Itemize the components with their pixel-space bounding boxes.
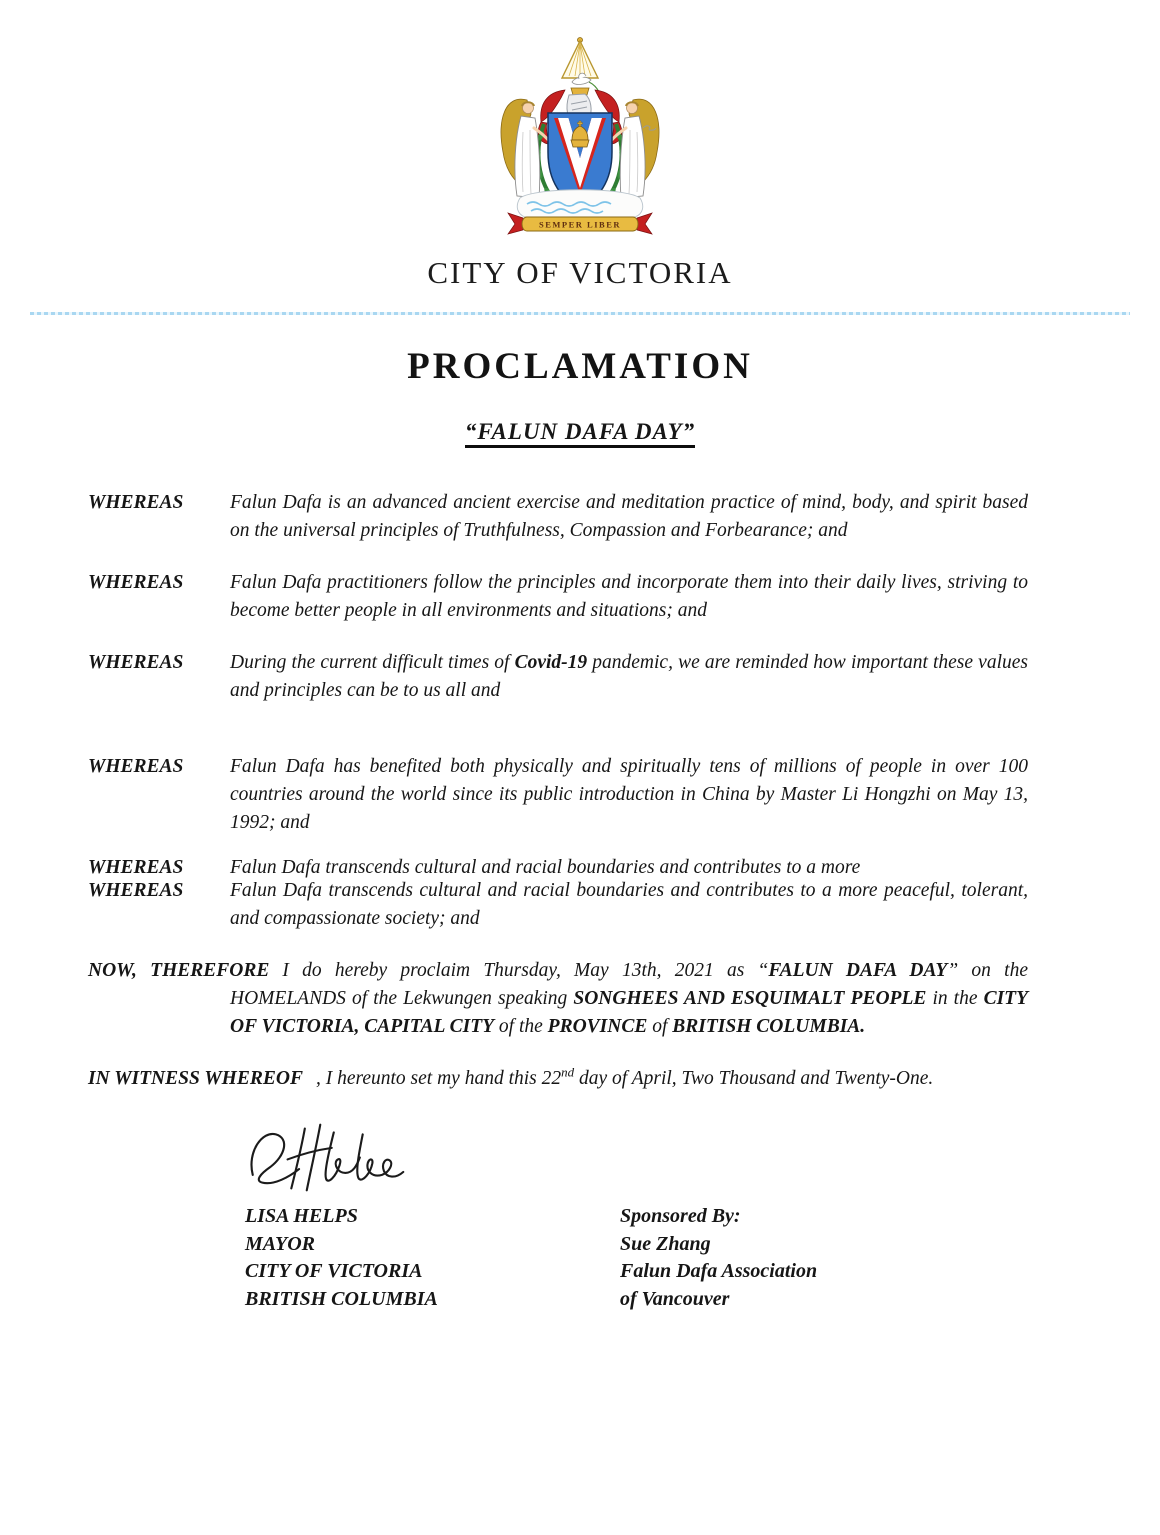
clause-text: CITY OF VICTORIA, CAPITAL CITY: [230, 988, 1028, 1037]
clause-label: WHEREAS: [88, 880, 184, 901]
clause-text: in the: [926, 988, 984, 1009]
footer-line: LISA HELPS: [245, 1205, 358, 1227]
clause-label: IN WITNESS WHEREOF: [88, 1068, 303, 1089]
signature-container: [240, 1117, 1028, 1199]
clause-text: Falun Dafa transcends cultural and racial boundaries and contributes to a more peaceful, tolerant, and compassionate society; and: [230, 880, 1028, 929]
page-title: PROCLAMATION: [407, 346, 753, 387]
proclamation-body: [88, 489, 1028, 1313]
clause-text: pandemic, we are reminded how important these values and principles can be to us all and: [230, 652, 1028, 701]
horizontal-divider: [30, 312, 1130, 315]
clause-3: [88, 649, 1028, 705]
footer-line: CITY OF VICTORIA: [245, 1260, 423, 1282]
crest-motto: SEMPER LIBER: [539, 219, 621, 230]
proclamation-document: [0, 36, 1160, 1535]
clause-text: SONGHEES AND ESQUIMALT PEOPLE: [573, 988, 927, 1009]
clause-text: , I hereunto set my hand this 22: [315, 1068, 562, 1089]
whereas-clause-partial: [88, 854, 1028, 878]
mayor-signature: [240, 1117, 415, 1199]
clause-text: of: [647, 1016, 673, 1037]
clause-text: During the current difficult times of: [230, 652, 515, 673]
clause-text: of the: [494, 1016, 548, 1037]
victoria-coat-of-arms-icon: [495, 36, 665, 236]
footer-line: BRITISH COLUMBIA: [245, 1287, 438, 1310]
footer-line: MAYOR: [245, 1232, 316, 1255]
clause-label: WHEREAS: [88, 572, 184, 593]
crest-container: [0, 36, 1160, 241]
clause-text: day of April, Two Thousand and Twenty-One.: [574, 1068, 934, 1089]
clause-text: I do hereby proclaim Thursday, May 13th, 2021 as “: [282, 960, 769, 981]
clause-text: Covid-19: [514, 652, 588, 673]
clause-text: Falun Dafa has benefited both physically and spiritually tens of millions of people in over 100 countries around the world since its public introduction in China by Master Li Hongzhi on May 13, 1992; and: [230, 756, 1028, 833]
clause-text: Falun Dafa transcends cultural and racial boundaries and contributes to a more: [230, 857, 861, 878]
clause-text: Falun Dafa practitioners follow the principles and incorporate them into their daily lives, striving to become better people in all environments and situations; and: [230, 572, 1028, 621]
clause-text: nd: [561, 1064, 575, 1080]
clause-2: [88, 569, 1028, 625]
footer-columns: [245, 1203, 1028, 1313]
clause-label: WHEREAS: [88, 652, 184, 673]
proclamation-subject-wrap: [0, 419, 1160, 445]
clause-label: WHEREAS: [88, 492, 184, 513]
clause-4: [88, 753, 1028, 837]
clause-1: [88, 489, 1028, 545]
footer-line: Falun Dafa Association: [620, 1260, 818, 1282]
organization-name: CITY OF VICTORIA: [427, 255, 733, 290]
clause-6: [88, 877, 1028, 933]
clause-8: [88, 1065, 1028, 1093]
footer-signer-block: [245, 1203, 620, 1313]
clause-text: Falun Dafa is an advanced ancient exercise and meditation practice of mind, body, and spirit based on the universal principles of Truthfulness, Compassion and Forbearance; and: [230, 492, 1028, 541]
clause-7: [88, 957, 1028, 1041]
footer-line: Sponsored By:: [620, 1205, 741, 1227]
clause-label: NOW, THEREFORE: [88, 960, 270, 981]
footer-sponsor-block: [620, 1203, 817, 1313]
footer-line: Sue Zhang: [620, 1232, 711, 1255]
proclamation-subject: “FALUN DAFA DAY”: [465, 419, 695, 448]
clause-text: BRITISH COLUMBIA.: [672, 1016, 866, 1037]
footer-line: of Vancouver: [620, 1287, 730, 1310]
clause-label: WHEREAS: [88, 756, 184, 777]
clause-label: WHEREAS: [88, 857, 184, 878]
clause-text: PROVINCE: [547, 1016, 648, 1037]
clause-text: FALUN DAFA DAY: [768, 960, 948, 981]
clause-text: ” on the HOMELANDS of the Lekwungen speaking: [230, 960, 1028, 1009]
